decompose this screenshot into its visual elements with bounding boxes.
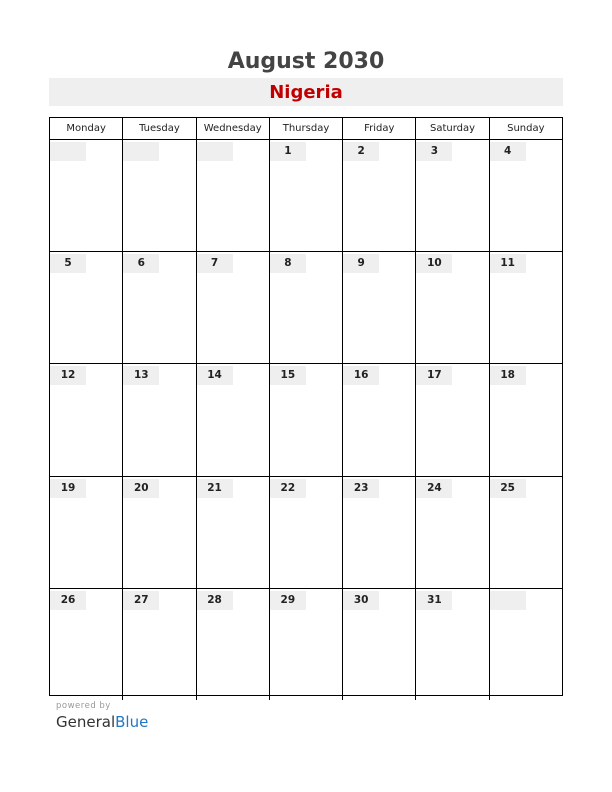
- day-number: 3: [416, 142, 452, 161]
- day-number: 9: [343, 254, 379, 273]
- weekday-saturday: Saturday: [416, 118, 489, 139]
- week-row: [50, 140, 562, 252]
- day-cell: [123, 140, 196, 251]
- day-number: 25: [490, 479, 526, 498]
- day-cell: [490, 364, 562, 475]
- day-number: 29: [270, 591, 306, 610]
- day-cell: [490, 140, 562, 251]
- day-number: 7: [197, 254, 233, 273]
- day-number: 10: [416, 254, 452, 273]
- weekday-header: [50, 118, 562, 140]
- day-cell: [343, 252, 416, 363]
- day-number: 17: [416, 366, 452, 385]
- day-number: 14: [197, 366, 233, 385]
- country-name: Nigeria: [269, 82, 343, 103]
- day-cell: [123, 252, 196, 363]
- day-number: 31: [416, 591, 452, 610]
- day-number: 13: [123, 366, 159, 385]
- day-cell: [197, 252, 270, 363]
- day-number: 6: [123, 254, 159, 273]
- brand-general-text: General: [56, 713, 116, 731]
- weekday-monday: Monday: [50, 118, 123, 139]
- day-cell: [270, 140, 343, 251]
- week-row: [50, 589, 562, 700]
- day-number: 21: [197, 479, 233, 498]
- day-cell: [343, 364, 416, 475]
- day-cell: [270, 589, 343, 700]
- day-number: 4: [490, 142, 526, 161]
- day-cell: [50, 140, 123, 251]
- day-number: 2: [343, 142, 379, 161]
- generalblue-logo[interactable]: [56, 712, 148, 732]
- day-cell: [197, 140, 270, 251]
- day-cell: [490, 477, 562, 588]
- day-cell: [123, 364, 196, 475]
- day-number: 27: [123, 591, 159, 610]
- day-cell: [416, 589, 489, 700]
- day-number: 5: [50, 254, 86, 273]
- day-cell: [50, 252, 123, 363]
- calendar-title: August 2030: [227, 49, 385, 74]
- day-number: 16: [343, 366, 379, 385]
- day-cell: [343, 589, 416, 700]
- weekday-thursday: Thursday: [270, 118, 343, 139]
- day-cell: [416, 252, 489, 363]
- day-number: [50, 142, 86, 161]
- day-cell: [490, 252, 562, 363]
- day-number: 15: [270, 366, 306, 385]
- powered-by-text: powered by: [56, 701, 111, 711]
- day-cell: [416, 477, 489, 588]
- day-cell: [197, 477, 270, 588]
- day-number: [197, 142, 233, 161]
- week-row: [50, 252, 562, 364]
- day-cell: [197, 364, 270, 475]
- day-number: [123, 142, 159, 161]
- day-number: 19: [50, 479, 86, 498]
- day-number: 12: [50, 366, 86, 385]
- weekday-wednesday: Wednesday: [197, 118, 270, 139]
- day-cell: [50, 477, 123, 588]
- day-cell: [50, 364, 123, 475]
- country-banner: [49, 78, 563, 106]
- day-cell: [50, 589, 123, 700]
- day-cell: [416, 140, 489, 251]
- day-cell: [123, 477, 196, 588]
- day-cell: [123, 589, 196, 700]
- day-cell: [490, 589, 562, 700]
- day-number: 18: [490, 366, 526, 385]
- day-cell: [416, 364, 489, 475]
- week-row: [50, 364, 562, 476]
- day-cell: [343, 140, 416, 251]
- brand-blue-text: Blue: [115, 713, 149, 731]
- day-number: 1: [270, 142, 306, 161]
- day-cell: [270, 477, 343, 588]
- day-number: 30: [343, 591, 379, 610]
- day-number: 23: [343, 479, 379, 498]
- day-number: 24: [416, 479, 452, 498]
- day-number: 11: [490, 254, 526, 273]
- day-number: 22: [270, 479, 306, 498]
- weekday-tuesday: Tuesday: [123, 118, 196, 139]
- footer-branding: [56, 700, 148, 732]
- day-number: 28: [197, 591, 233, 610]
- day-number: 20: [123, 479, 159, 498]
- day-cell: [197, 589, 270, 700]
- week-row: [50, 477, 562, 589]
- day-number: 26: [50, 591, 86, 610]
- weekday-sunday: Sunday: [507, 123, 545, 134]
- day-cell: [343, 477, 416, 588]
- day-cell: [270, 364, 343, 475]
- calendar-grid: [49, 117, 563, 696]
- weekday-friday: Friday: [343, 118, 416, 139]
- day-number: 8: [270, 254, 306, 273]
- day-cell: [270, 252, 343, 363]
- day-number: [490, 591, 526, 610]
